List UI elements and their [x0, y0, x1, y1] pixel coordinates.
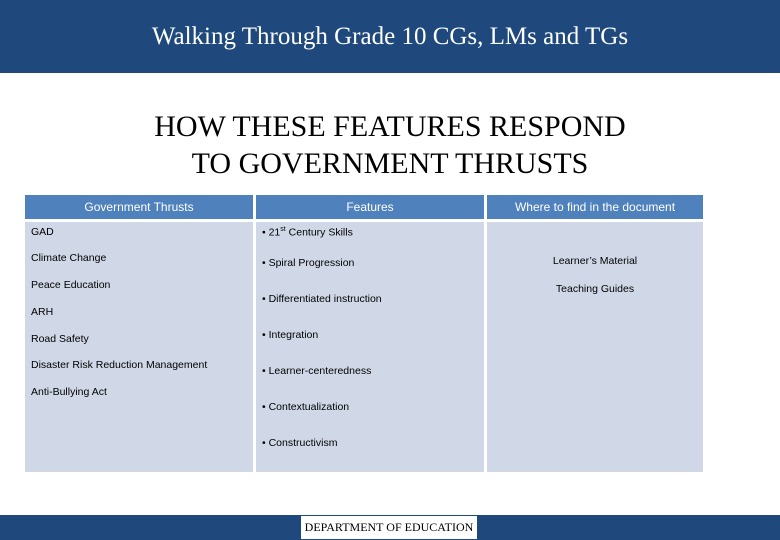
thrust-item: Anti-Bullying Act [31, 386, 107, 398]
feature-item: • Constructivism [262, 437, 338, 449]
feature-item: • Learner-centeredness [262, 365, 372, 377]
thrust-item: Peace Education [31, 279, 111, 291]
feature-item: • Contextualization [262, 401, 350, 413]
feature-item: • Differentiated instruction [262, 293, 382, 305]
thrust-item: Disaster Risk Reduction Management [31, 359, 208, 371]
thrust-item: GAD [31, 226, 54, 238]
header-title: Walking Through Grade 10 CGs, LMs and TGs [151, 22, 629, 50]
feature-item: • Integration [262, 329, 319, 341]
footer-text: DEPARTMENT OF EDUCATION [304, 520, 474, 534]
where-item: Teaching Guides [555, 283, 635, 295]
feature-label: Differentiated instruction [268, 293, 382, 305]
thrust-item: Road Safety [31, 333, 89, 345]
column-header-thrusts: Government Thrusts [25, 195, 253, 219]
footer-label [300, 515, 478, 540]
slide-title-text: HOW THESE FEATURES RESPOND TO GOVERNMENT THRUSTS [154, 110, 626, 180]
feature-item: • Spiral Progression [262, 257, 355, 269]
column-header-features: Features [256, 195, 484, 219]
header-banner [0, 0, 780, 73]
feature-21st-superscript: st [280, 226, 286, 233]
feature-21st-suffix: Century Skills [285, 226, 353, 239]
feature-label: Contextualization [268, 401, 350, 413]
slide-title [0, 108, 780, 182]
where-item: Learner’s Material [552, 255, 638, 267]
column-header-where: Where to find in the document [487, 195, 703, 219]
feature-item-21st-century [262, 226, 353, 239]
feature-label: Spiral Progression [268, 257, 355, 269]
feature-label: Constructivism [268, 437, 338, 449]
feature-label: Integration [268, 329, 319, 341]
thrust-item: Climate Change [31, 252, 107, 264]
feature-label: Learner-centeredness [268, 365, 372, 377]
feature-21st-prefix: • 21 [262, 226, 281, 239]
thrust-item: ARH [31, 306, 54, 318]
